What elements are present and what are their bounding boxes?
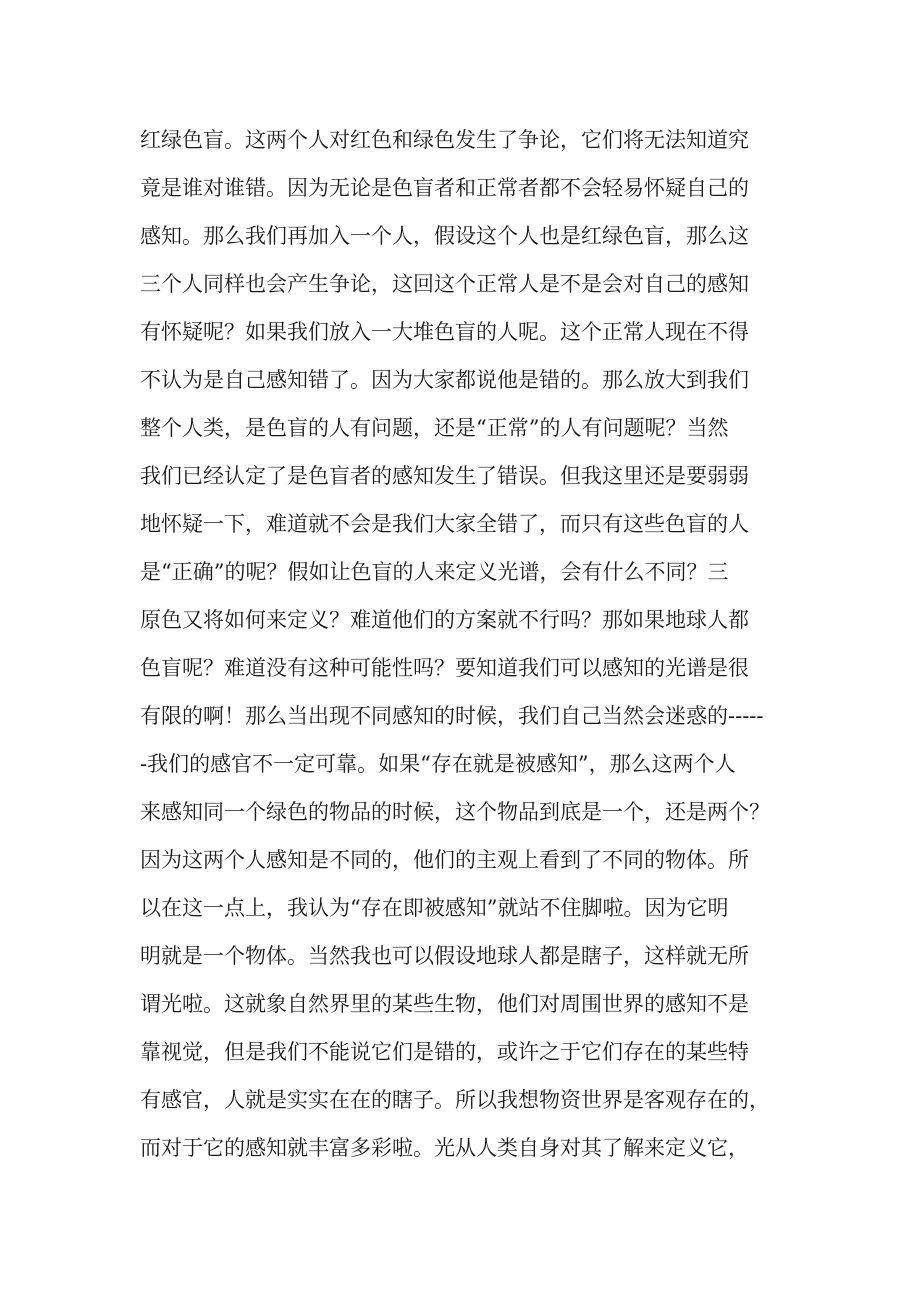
text-line: 色盲呢？难道没有这种可能性吗？要知道我们可以感知的光谱是很 [140, 656, 749, 680]
text-line: 我们已经认定了是色盲者的感知发生了错误。但我这里还是要弱弱 [140, 464, 749, 488]
text-line: 以在这一点上，我认为“存在即被感知”就站不住脚啦。因为它明 [140, 896, 729, 920]
text-line: 整个人类，是色盲的人有问题，还是“正常”的人有问题呢？当然 [140, 416, 729, 440]
text-line: 有怀疑呢？如果我们放入一大堆色盲的人呢。这个正常人现在不得 [140, 320, 749, 344]
text-line: 明就是一个物体。当然我也可以假设地球人都是瞎子，这样就无所 [140, 944, 749, 968]
text-line: 因为这两个人感知是不同的，他们的主观上看到了不同的物体。所 [140, 848, 749, 872]
text-line: 三个人同样也会产生争论，这回这个正常人是不是会对自己的感知 [140, 272, 749, 296]
text-line: 靠视觉，但是我们不能说它们是错的，或许之于它们存在的某些特 [140, 1040, 749, 1064]
text-line: 地怀疑一下，难道就不会是我们大家全错了，而只有这些色盲的人 [140, 512, 749, 536]
text-line: 原色又将如何来定义？难道他们的方案就不行吗？那如果地球人都 [140, 608, 749, 632]
text-line: 感知。那么我们再加入一个人，假设这个人也是红绿色盲，那么这 [140, 224, 749, 248]
text-line: 不认为是自己感知错了。因为大家都说他是错的。那么放大到我们 [140, 368, 749, 392]
text-line: 来感知同一个绿色的物品的时候，这个物品到底是一个，还是两个？ [140, 800, 770, 824]
text-line: -我们的感官不一定可靠。如果“存在就是被感知”，那么这两个人 [140, 752, 736, 776]
text-line: 谓光啦。这就象自然界里的某些生物，他们对周围世界的感知不是 [140, 992, 749, 1016]
text-line: 而对于它的感知就丰富多彩啦。光从人类自身对其了解来定义它， [140, 1136, 749, 1160]
text-line: 有限的啊！那么当出现不同感知的时候，我们自己当然会迷惑的----- [140, 704, 764, 728]
body-text [140, 116, 800, 1172]
text-line: 有感官，人就是实实在在的瞎子。所以我想物资世界是客观存在的， [140, 1088, 770, 1112]
text-line: 竟是谁对谁错。因为无论是色盲者和正常者都不会轻易怀疑自己的 [140, 176, 749, 200]
text-line: 红绿色盲。这两个人对红色和绿色发生了争论，它们将无法知道究 [140, 128, 749, 152]
text-line: 是“正确”的呢？假如让色盲的人来定义光谱，会有什么不同？三 [140, 560, 729, 584]
